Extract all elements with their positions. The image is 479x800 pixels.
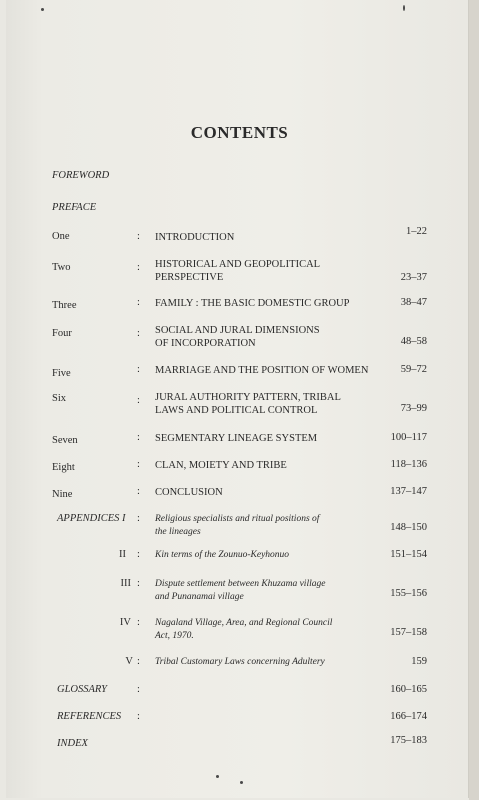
chapter-title: SEGMENTARY LINEAGE SYSTEM: [155, 433, 318, 444]
page-speck: [41, 8, 44, 11]
page-speck: [240, 781, 243, 784]
chapter-title: [155, 391, 341, 417]
appendix-number: II: [119, 549, 126, 560]
chapter-title-line: HISTORICAL AND GEOPOLITICAL: [155, 259, 321, 270]
page-range: 148–150: [390, 522, 427, 533]
chapter-number: Four: [52, 328, 72, 339]
page-range: 23–37: [400, 272, 427, 283]
separator: :: [137, 549, 140, 560]
chapter-title: CONCLUSION: [155, 487, 223, 498]
chapter-number: Three: [52, 300, 77, 311]
chapter-title-line: LAWS AND POLITICAL CONTROL: [155, 405, 318, 416]
separator: :: [137, 231, 140, 242]
page-range: 38–47: [400, 297, 427, 308]
separator: :: [137, 432, 140, 443]
separator: :: [137, 684, 140, 695]
page-range: 100–117: [390, 432, 427, 443]
foreword-label: FOREWORD: [52, 170, 110, 181]
separator: :: [137, 617, 140, 628]
appendix-title-line: Dispute settlement between Khuzama village: [155, 579, 326, 589]
page-range: 137–147: [390, 486, 427, 497]
separator: :: [137, 711, 140, 722]
page-range: 1–22: [406, 226, 427, 237]
chapter-number: Nine: [52, 489, 73, 500]
page-range: 166–174: [390, 711, 427, 722]
appendix-title: [155, 617, 332, 643]
page-range: 175–183: [390, 735, 427, 746]
appendix-title-line: Act, 1970.: [155, 631, 194, 641]
page-range: 151–154: [390, 549, 427, 560]
page-speck: [403, 5, 405, 11]
page-range: 157–158: [390, 627, 427, 638]
chapter-number: Two: [52, 262, 71, 273]
chapter-title-line: SOCIAL AND JURAL DIMENSIONS: [155, 325, 320, 336]
separator: :: [137, 328, 140, 339]
appendix-title: Kin terms of the Zounuo-Keyhonuo: [155, 550, 290, 560]
page-range: 48–58: [400, 336, 427, 347]
page-range: 73–99: [400, 403, 427, 414]
glossary-label: GLOSSARY: [57, 684, 107, 695]
chapter-title-line: PERSPECTIVE: [155, 272, 224, 283]
chapter-title-line: JURAL AUTHORITY PATTERN, TRIBAL: [155, 392, 341, 403]
appendix-title: Tribal Customary Laws concerning Adultery: [155, 657, 325, 667]
chapter-title: INTRODUCTION: [155, 232, 235, 243]
page-range: 160–165: [390, 684, 427, 695]
appendix-title-line: Religious specialists and ritual positions of: [155, 514, 320, 524]
separator: :: [137, 297, 140, 308]
separator: :: [137, 262, 140, 273]
chapter-title: [155, 258, 320, 284]
index-label: INDEX: [57, 738, 88, 749]
chapter-number: Seven: [52, 435, 78, 446]
chapter-number: One: [52, 231, 70, 242]
appendix-title-line: the lineages: [155, 527, 201, 537]
separator: :: [137, 364, 140, 375]
separator: :: [137, 513, 140, 524]
chapter-title: [155, 324, 320, 350]
appendices-label: APPENDICES I: [57, 513, 126, 524]
appendix-title: [155, 513, 319, 539]
chapter-number: Eight: [52, 462, 75, 473]
chapter-number: Six: [52, 393, 67, 404]
page-range: 59–72: [400, 364, 427, 375]
separator: :: [137, 459, 140, 470]
chapter-title: FAMILY : THE BASIC DOMESTIC GROUP: [155, 298, 350, 309]
appendix-number: V: [125, 656, 133, 667]
separator: :: [137, 486, 140, 497]
appendix-number: IV: [119, 617, 131, 628]
chapter-title: MARRIAGE AND THE POSITION OF WOMEN: [155, 365, 369, 376]
chapter-title-line: OF INCORPORATION: [155, 338, 256, 349]
chapter-title: CLAN, MOIETY AND TRIBE: [155, 460, 287, 471]
references-label: REFERENCES: [57, 711, 122, 722]
page-range: 155–156: [390, 588, 427, 599]
preface-label: PREFACE: [52, 202, 97, 213]
chapter-number: Five: [52, 368, 71, 379]
page-edge: [469, 0, 479, 800]
appendix-number: III: [120, 578, 131, 589]
page-speck: [216, 775, 219, 778]
separator: :: [137, 578, 140, 589]
contents-heading: CONTENTS: [190, 123, 289, 142]
appendix-title: [155, 578, 325, 604]
separator: :: [137, 656, 140, 667]
page-range: 159: [411, 656, 427, 667]
appendix-title-line: and Punanamai village: [155, 592, 244, 602]
appendix-title-line: Nagaland Village, Area, and Regional Council: [155, 618, 333, 628]
page-range: 118–136: [390, 459, 427, 470]
separator: :: [137, 395, 140, 406]
